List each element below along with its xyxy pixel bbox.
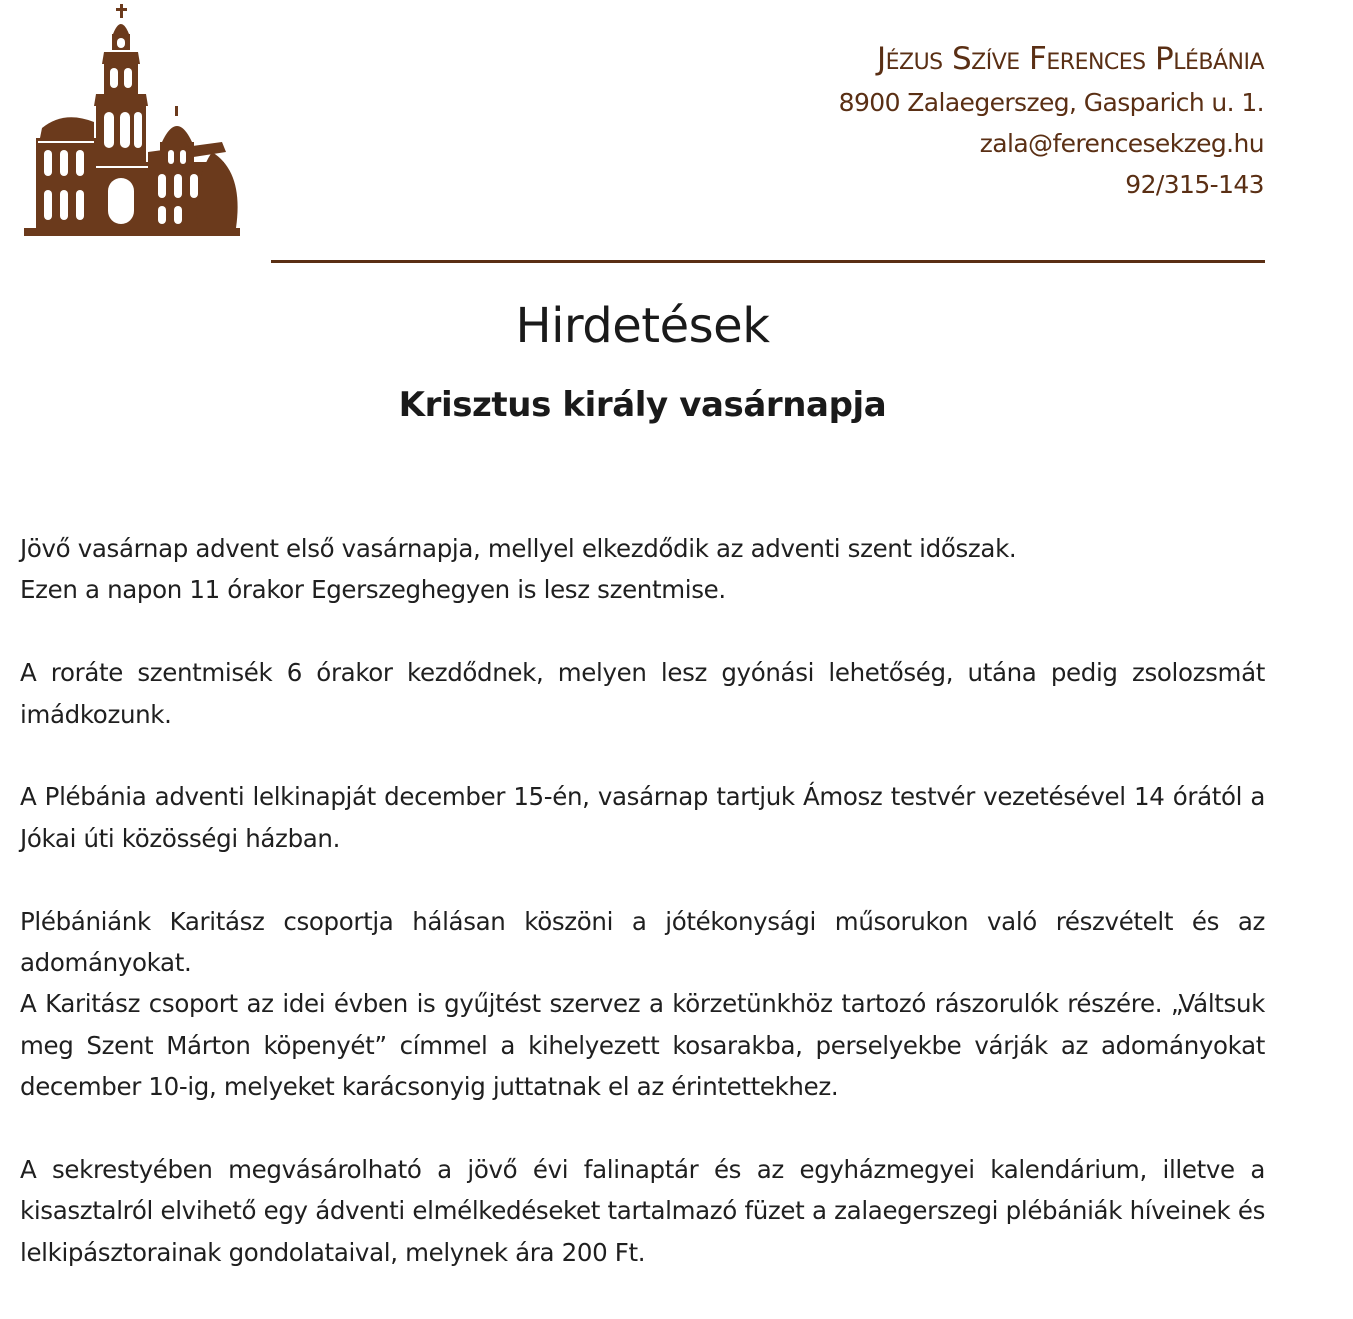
announcement-paragraph-3: A Plébánia adventi lelkinapját december 15-én, vasárnap tartjuk Ámosz testvér vezetésével 14 órától a Jókai úti közösségi házban. [20, 782, 1265, 853]
page-subtitle: Krisztus király vasárnapja [398, 385, 887, 425]
parish-address: 8900 Zalaegerszeg, Gasparich u. 1. [838, 88, 1264, 117]
parish-phone: 92/315-143 [1125, 170, 1264, 199]
parish-name: Jézus Szíve Ferences Plébánia [876, 41, 1264, 77]
letterhead [839, 36, 1264, 205]
announcements-body [20, 528, 1265, 1315]
announcement-paragraph-5: A Karitász csoport az idei évben is gyűjtést szervez a körzetünkhöz tartozó rászorulók részére. „Váltsuk meg Szent Márton köpenyét” címmel a kihelyezett kosarakba, perselyekbe várják az adományokat december 10-ig, melyeket karácsonyig juttatnak el az érintettekhez. [20, 989, 1265, 1102]
announcement-paragraph-1 [20, 528, 1265, 611]
page-title: Hirdetések [515, 298, 770, 354]
announcement-paragraph-6: A sekrestyében megvásárolható a jövő évi falinaptár és az egyházmegyei kalendárium, illetve a kisasztalról elvihető egy ádventi elmélkedéseket tartalmazó füzet a zalaegerszegi plébániák híveinek és lelkipásztorainak gondolataival, melynek ára 200 Ft. [20, 1155, 1265, 1267]
announcement-paragraph-2: A roráte szentmisék 6 órakor kezdődnek, melyen lesz gyónási lehetőség, utána pedig zsolozsmát imádkozunk. [20, 658, 1265, 729]
announcement-paragraph-4: Plébániánk Karitász csoportja hálásan köszöni a jótékonysági műsorukon való részvételt és az adományokat. [20, 906, 1265, 978]
announcement-line: Ezen a napon 11 órakor Egerszeghegyen is lesz szentmise. [20, 575, 726, 605]
header-divider [271, 260, 1265, 263]
church-logo [12, 2, 242, 240]
parish-email: zala@ferencesekzeg.hu [979, 129, 1264, 158]
announcement-line: Jövő vasárnap advent első vasárnapja, mellyel elkezdődik az adventi szent időszak. [20, 534, 1017, 563]
